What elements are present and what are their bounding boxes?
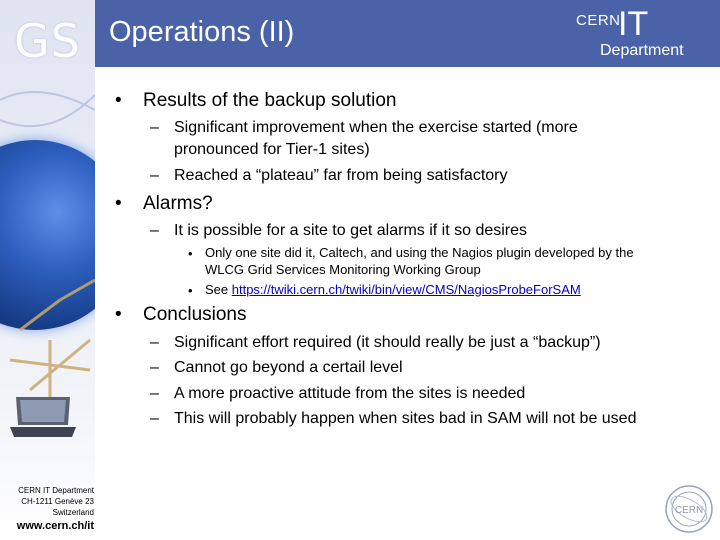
- dash-icon: –: [150, 167, 159, 184]
- sub-bullet-text: This will probably happen when sites bad in SAM will not be used: [174, 410, 637, 427]
- bullet-text: Conclusions: [143, 304, 247, 325]
- sub-bullet-text: A more proactive attitude from the sites is needed: [174, 385, 526, 402]
- nagios-probe-link[interactable]: https://twiki.cern.ch/twiki/bin/view/CMS/NagiosProbeForSAM: [231, 282, 581, 297]
- dash-icon: –: [150, 334, 159, 351]
- address-line: CH-1211 Genève 23: [21, 497, 94, 506]
- see-prefix: See: [205, 282, 232, 297]
- bullet-text: Alarms?: [143, 193, 213, 214]
- bullet-text: Results of the backup solution: [143, 90, 397, 111]
- it-logo-text: IT: [618, 5, 649, 43]
- bullet-icon: •: [115, 193, 122, 214]
- dash-icon: –: [150, 410, 159, 427]
- seal-text: CERN: [674, 505, 704, 516]
- sub-bullet-text: Significant effort required (it should really be just a “backup”): [174, 334, 601, 351]
- bullet-icon: •: [115, 90, 122, 111]
- dash-icon: –: [150, 119, 159, 136]
- cern-logo-text: CERN: [576, 12, 621, 29]
- address-line: Switzerland: [52, 508, 94, 517]
- sub-bullet-text: Cannot go beyond a certail level: [174, 359, 403, 376]
- gs-logo: GS: [14, 14, 81, 68]
- sub-sub-bullet-text: [205, 282, 581, 297]
- department-logo-text: Department: [600, 42, 684, 59]
- sub-bullet-text: Reached a “plateau” far from being satisfactory: [174, 167, 508, 184]
- slide-title: Operations (II): [109, 16, 295, 48]
- dash-icon: –: [150, 385, 159, 402]
- small-bullet-icon: •: [188, 246, 193, 261]
- dash-icon: –: [150, 222, 159, 239]
- sub-bullet-text: It is possible for a site to get alarms if it so desires: [174, 222, 528, 239]
- bullet-icon: •: [115, 304, 122, 325]
- sub-sub-bullet-text: Only one site did it, Caltech, and using the Nagios plugin developed by the: [205, 245, 634, 260]
- cern-seal-icon: [664, 484, 714, 534]
- address-line: CERN IT Department: [18, 486, 94, 495]
- website-link[interactable]: www.cern.ch/it: [16, 520, 94, 532]
- sub-sub-bullet-text: WLCG Grid Services Monitoring Working Group: [205, 262, 481, 277]
- sub-bullet-text: pronounced for Tier-1 sites): [174, 141, 370, 158]
- dash-icon: –: [150, 359, 159, 376]
- sub-bullet-text: Significant improvement when the exercise started (more: [174, 119, 578, 136]
- small-bullet-icon: •: [188, 283, 193, 298]
